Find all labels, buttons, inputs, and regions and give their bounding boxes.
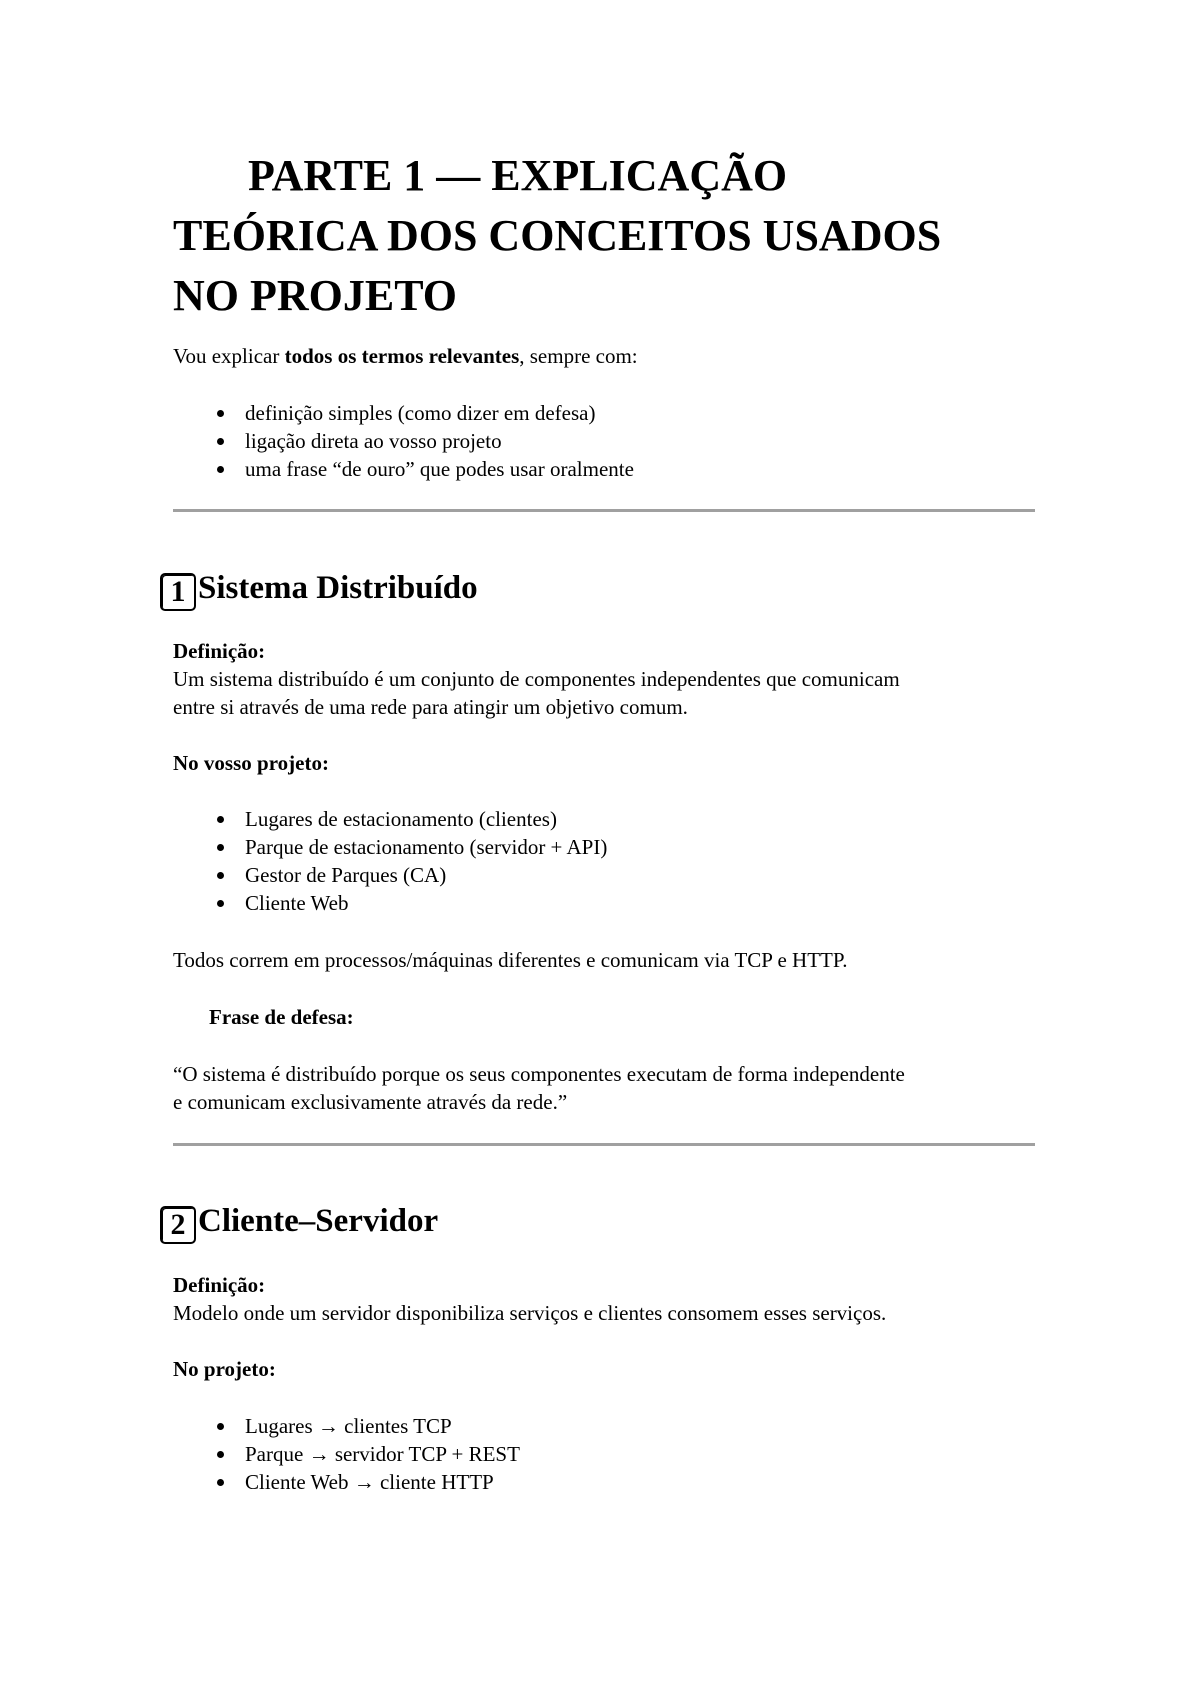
defense-quote-line-1: “O sistema é distribuído porque os seus componentes executam de forma independente xyxy=(173,1062,905,1086)
list-item: uma frase “de ouro” que podes usar oralmente xyxy=(173,455,634,483)
summary-text: Todos correm em processos/máquinas diferentes e comunicam via TCP e HTTP. xyxy=(173,948,848,972)
divider xyxy=(173,509,1035,512)
definition-label: Definição: xyxy=(173,1273,266,1297)
list-item: Cliente Web xyxy=(173,889,607,917)
definition-label: Definição: xyxy=(173,639,266,663)
list-item: definição simples (como dizer em defesa) xyxy=(173,399,634,427)
list-item: Parque de estacionamento (servidor + API) xyxy=(173,833,607,861)
project-label: No projeto: xyxy=(173,1357,276,1381)
intro-paragraph: Vou explicar todos os termos relevantes, sempre com: xyxy=(173,344,638,368)
number-1-icon: 1 xyxy=(160,573,196,611)
number-2-icon: 2 xyxy=(160,1206,196,1244)
defense-quote-line-2: e comunicam exclusivamente através da rede.” xyxy=(173,1090,568,1114)
title-line-3: NO PROJETO xyxy=(173,271,458,320)
divider xyxy=(173,1143,1035,1146)
intro-bold-text: todos os termos relevantes xyxy=(284,344,520,368)
title-line-2: TEÓRICA DOS CONCEITOS USADOS xyxy=(173,211,942,260)
intro-bullet-list xyxy=(173,399,634,483)
project-bullet-list xyxy=(173,805,607,917)
list-item: Parque → servidor TCP + REST xyxy=(173,1440,520,1468)
page-title xyxy=(173,146,1073,326)
definition-text-line-2: entre si através de uma rede para atingir um objetivo comum. xyxy=(173,695,688,719)
project-bullet-list xyxy=(173,1412,520,1496)
title-line-1: PARTE 1 — EXPLICAÇÃO xyxy=(248,151,788,200)
section-heading-1: 1 Sistema Distribuído xyxy=(160,568,478,611)
defense-label: Frase de defesa: xyxy=(209,1005,354,1029)
definition-text-line-1: Modelo onde um servidor disponibiliza serviços e clientes consomem esses serviços. xyxy=(173,1301,887,1325)
section-heading-2: 2 Cliente–Servidor xyxy=(160,1201,438,1244)
list-item: Gestor de Parques (CA) xyxy=(173,861,607,889)
list-item: ligação direta ao vosso projeto xyxy=(173,427,634,455)
list-item: Lugares de estacionamento (clientes) xyxy=(173,805,607,833)
list-item: Lugares → clientes TCP xyxy=(173,1412,520,1440)
list-item: Cliente Web → cliente HTTP xyxy=(173,1468,520,1496)
definition-text-line-1: Um sistema distribuído é um conjunto de componentes independentes que comunicam xyxy=(173,667,900,691)
project-label: No vosso projeto: xyxy=(173,751,329,775)
